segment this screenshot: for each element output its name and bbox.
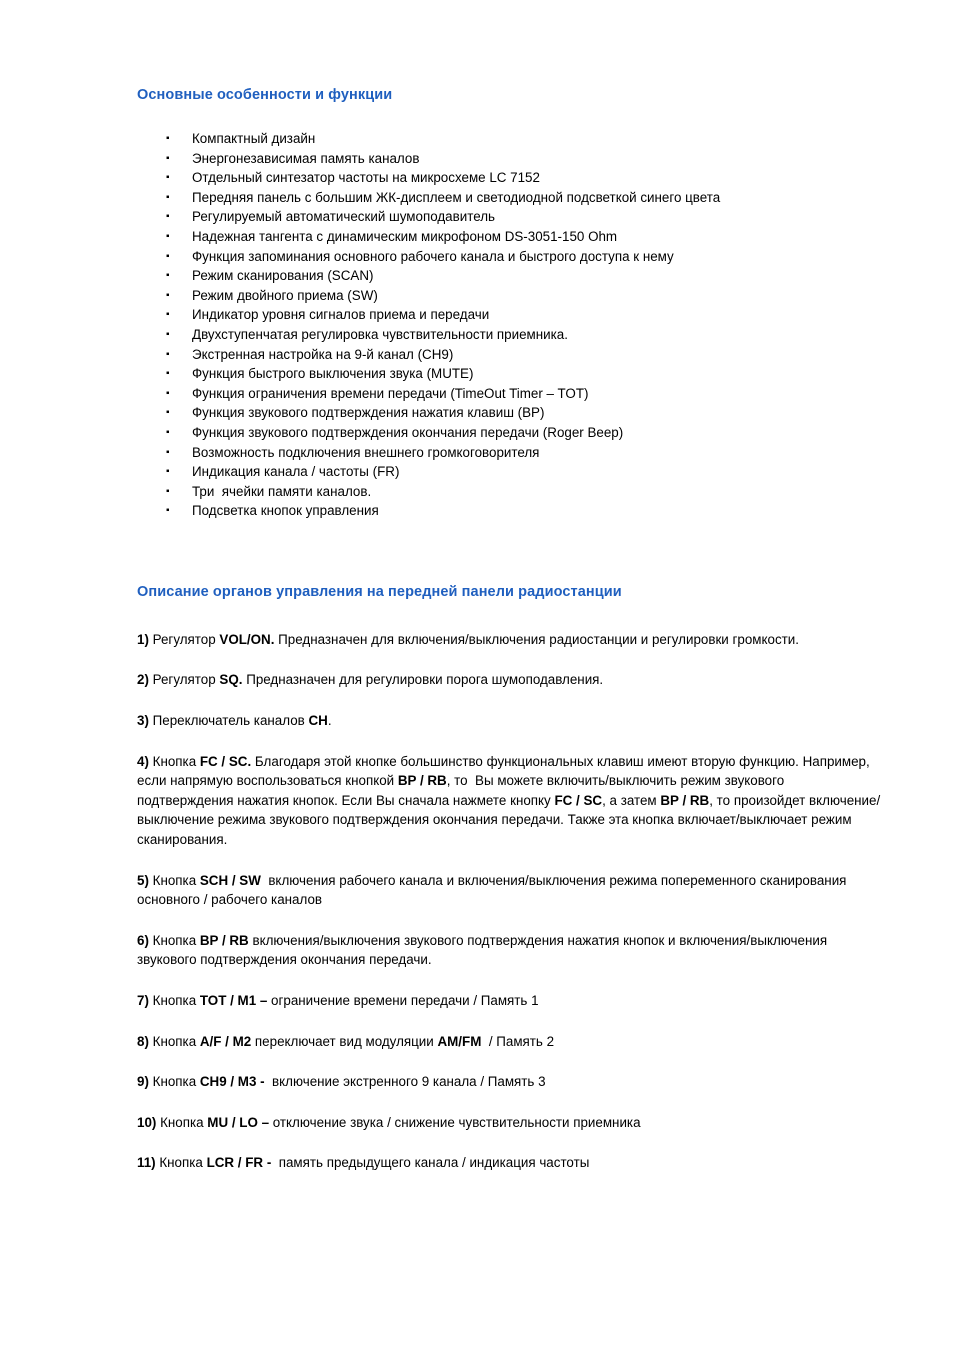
control-item-key-label: BP / RB — [199, 932, 249, 948]
control-item-text: Кнопка — [148, 1033, 200, 1049]
feature-list-item — [137, 384, 882, 404]
control-item-key-label: SCH / SW — [199, 872, 261, 888]
feature-list-item — [137, 325, 882, 345]
control-item — [137, 752, 882, 850]
square-bullet-icon: ▪ — [166, 485, 170, 497]
square-bullet-icon: ▪ — [166, 368, 170, 380]
square-bullet-icon: ▪ — [166, 211, 170, 223]
feature-list-item-label: Индикация канала / частоты (FR) — [192, 464, 400, 480]
feature-list-item-label: Регулируемый автоматический шумоподавитель — [192, 209, 495, 225]
feature-list-item — [137, 403, 882, 423]
square-bullet-icon: ▪ — [166, 387, 170, 399]
control-item-number: 4) — [137, 753, 149, 769]
square-bullet-icon: ▪ — [166, 505, 170, 517]
feature-list-item — [137, 149, 882, 169]
feature-list-item — [137, 286, 882, 306]
control-item-key-label: LCR / FR - — [206, 1155, 272, 1171]
control-item-text: отключение звука / снижение чувствительности приемника — [269, 1114, 641, 1130]
feature-list-item — [137, 482, 882, 502]
controls-heading-wrapper — [137, 583, 882, 602]
feature-list-item-label: Подсветка кнопок управления — [192, 503, 379, 519]
feature-list-item — [137, 207, 882, 227]
control-item — [137, 630, 882, 650]
feature-list-item-label: Возможность подключения внешнего громкоговорителя — [192, 444, 540, 460]
control-item-number: 9) — [137, 1074, 149, 1090]
square-bullet-icon: ▪ — [166, 250, 170, 262]
feature-list-item-label: Функция быстрого выключения звука (MUTE) — [192, 366, 474, 382]
feature-list-item-label: Экстренная настройка на 9-й канал (CH9) — [192, 346, 454, 362]
control-item-key-label: BP / RB — [397, 773, 447, 789]
control-item — [137, 670, 882, 690]
control-item-text: Кнопка — [155, 1155, 207, 1171]
feature-list-item-label: Три ячейки памяти каналов. — [192, 483, 372, 499]
square-bullet-icon: ▪ — [166, 270, 170, 282]
controls-description-list — [137, 630, 882, 1173]
controls-section-heading: Описание органов управления на передней панели радиостанции — [137, 583, 622, 600]
square-bullet-icon: ▪ — [166, 446, 170, 458]
feature-list-item — [137, 462, 882, 482]
control-item-text: Кнопка — [148, 753, 200, 769]
control-item-text: , то Вы можете включить/выключить режим звукового подтверждения нажатия кнопок. Если Вы сначала нажмете кнопку — [137, 773, 788, 808]
features-section-heading: Основные особенности и функции — [137, 87, 393, 103]
control-item-text: переключает вид модуляции — [251, 1033, 438, 1049]
square-bullet-icon: ▪ — [166, 172, 170, 184]
feature-list-item-label: Функция звукового подтверждения окончания передачи (Roger Beep) — [192, 424, 624, 440]
control-item — [137, 931, 882, 970]
control-item-key-label: CH9 / M3 - — [199, 1074, 265, 1090]
control-item-number: 11) — [137, 1155, 156, 1171]
feature-list-item — [137, 188, 882, 208]
control-item-text: включения/выключения звукового подтверждения нажатия кнопок и включения/выключения звукового подтверждения окончания передачи. — [137, 932, 831, 968]
control-item — [137, 1113, 882, 1133]
control-item-text: включения рабочего канала и включения/выключения режима попеременного сканирования основного / рабочего каналов — [137, 872, 851, 908]
square-bullet-icon: ▪ — [166, 426, 170, 438]
control-item-key-label: FC / SC. — [199, 753, 252, 769]
square-bullet-icon: ▪ — [166, 289, 170, 301]
feature-list-item — [137, 345, 882, 365]
control-item-number: 10) — [137, 1114, 157, 1130]
feature-list-item — [137, 501, 882, 521]
square-bullet-icon: ▪ — [166, 230, 170, 242]
control-item-text: Благодаря этой кнопке большинство функциональных клавиш имеют вторую функцию. Например, если напрямую воспользоваться кнопкой — [137, 753, 874, 789]
control-item-text: Кнопка — [148, 872, 200, 888]
feature-list-item — [137, 227, 882, 247]
control-item-text: память предыдущего канала / индикация частоты — [271, 1155, 590, 1171]
document-content — [137, 86, 882, 1173]
feature-list-item-label: Функция запоминания основного рабочего канала и быстрого доступа к нему — [192, 248, 674, 264]
control-item-text: / Память 2 — [481, 1033, 555, 1049]
control-item-text: , то произойдет включение/выключение режима звукового подтверждения окончания передачи. Также эта кнопка включает/выключает режим сканирования. — [137, 792, 881, 848]
feature-list-item-label: Передняя панель с большим ЖК-дисплеем и светодиодной подсветкой синего цвета — [192, 189, 721, 205]
control-item-key-label: MU / LO – — [207, 1114, 270, 1130]
control-item-number: 3) — [137, 713, 149, 729]
square-bullet-icon: ▪ — [166, 191, 170, 203]
square-bullet-icon: ▪ — [166, 348, 170, 360]
control-item-number: 7) — [137, 993, 149, 1008]
control-item-text: Предназначен для регулировки порога шумоподавления. — [242, 672, 604, 688]
feature-list-item-label: Индикатор уровня сигналов приема и передачи — [192, 307, 490, 323]
square-bullet-icon: ▪ — [166, 309, 170, 321]
control-item-key-label: TOT / M1 – — [199, 993, 268, 1008]
control-item-text: Регулятор — [148, 672, 220, 688]
control-item — [137, 711, 882, 731]
control-item — [137, 1072, 882, 1092]
control-item — [137, 1153, 882, 1173]
control-item-key-label: FC / SC — [554, 792, 603, 808]
control-item-text: ограничение времени передачи / Память 1 — [267, 993, 539, 1008]
feature-list-item — [137, 129, 882, 149]
feature-list-item-label: Функция ограничения времени передачи (TimeOut Timer – TOT) — [192, 385, 589, 401]
square-bullet-icon: ▪ — [166, 133, 170, 144]
features-bullet-list — [137, 129, 882, 521]
feature-list-item — [137, 423, 882, 443]
control-item-number: 8) — [137, 1033, 149, 1049]
square-bullet-icon: ▪ — [166, 152, 170, 164]
control-item-number: 5) — [137, 872, 149, 888]
control-item-text: . — [327, 713, 332, 729]
control-item-text: Кнопка — [148, 1074, 200, 1090]
control-item-text: Регулятор — [148, 631, 220, 647]
control-item-number: 2) — [137, 672, 149, 688]
control-item-number: 6) — [137, 932, 149, 948]
control-item — [137, 1032, 882, 1052]
control-item-text: Переключатель каналов — [148, 713, 309, 729]
control-item-key-label: AM/FM — [437, 1033, 482, 1049]
feature-list-item — [137, 443, 882, 463]
control-item-number: 1) — [137, 631, 149, 647]
feature-list-item-label: Режим двойного приема (SW) — [192, 287, 378, 303]
feature-list-item-label: Отдельный синтезатор частоты на микросхеме LC 7152 — [192, 170, 540, 186]
feature-list-item — [137, 247, 882, 267]
control-item-text: Кнопка — [148, 932, 200, 948]
feature-list-item-label: Функция звукового подтверждения нажатия клавиш (BP) — [192, 405, 545, 421]
feature-list-item-label: Двухступенчатая регулировка чувствительности приемника. — [192, 326, 568, 342]
control-item-text: Кнопка — [156, 1114, 208, 1130]
feature-list-item-label: Надежная тангента с динамическим микрофоном DS-3051-150 Ohm — [192, 228, 618, 244]
square-bullet-icon: ▪ — [166, 407, 170, 419]
square-bullet-icon: ▪ — [166, 466, 170, 478]
control-item-text: включение экстренного 9 канала / Память 3 — [264, 1074, 546, 1090]
control-item-key-label: CH — [308, 713, 328, 729]
square-bullet-icon: ▪ — [166, 328, 170, 340]
control-item-key-label: BP / RB — [660, 792, 710, 808]
feature-list-item-label: Компактный дизайн — [192, 131, 316, 146]
feature-list-item — [137, 168, 882, 188]
feature-list-item-label: Энергонезависимая память каналов — [192, 150, 420, 166]
control-item-text: Кнопка — [148, 993, 200, 1008]
feature-list-item — [137, 305, 882, 325]
control-item-key-label: A/F / M2 — [199, 1033, 252, 1049]
control-item — [137, 871, 882, 910]
control-item-text: , а затем — [602, 792, 661, 808]
feature-list-item-label: Режим сканирования (SCAN) — [192, 268, 374, 284]
feature-list-item — [137, 266, 882, 286]
control-item — [137, 991, 882, 1011]
control-item-key-label: SQ. — [219, 672, 243, 688]
control-item-text: Предназначен для включения/выключения радиостанции и регулировки громкости. — [274, 631, 799, 647]
feature-list-item — [137, 364, 882, 384]
control-item-key-label: VOL/ON. — [219, 631, 275, 647]
